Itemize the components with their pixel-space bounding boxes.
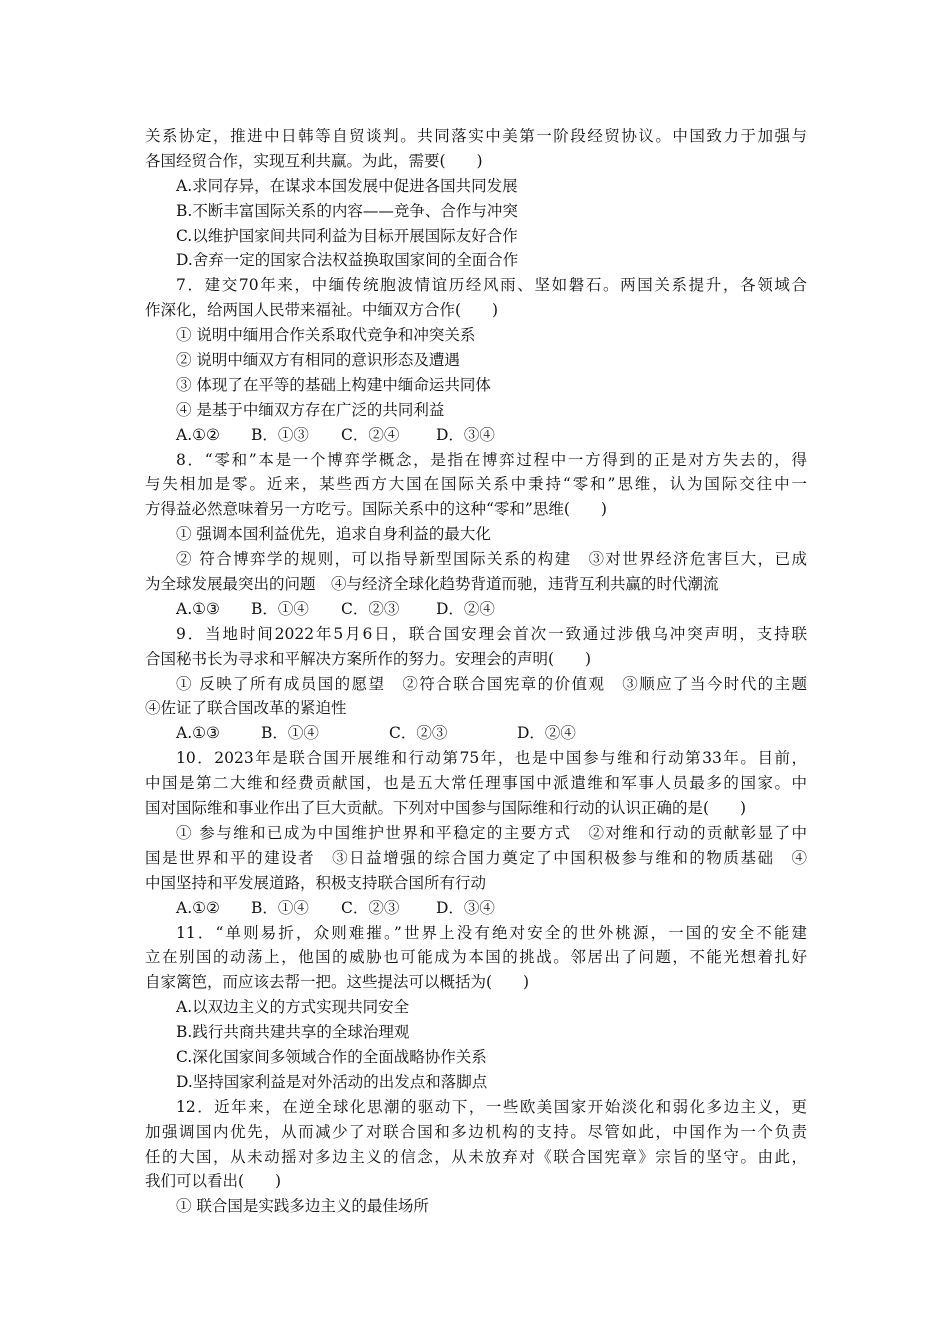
statement-item: ② 符合博弈学的规则，可以指导新型国际关系的构建 ③对世界经济危害巨大，已成 [176, 550, 807, 569]
question-stem-line: 自家篱笆，而应该去帮一把。这些提法可以概括为( ) [145, 973, 530, 992]
question-6 [145, 124, 807, 273]
question-stem-line: 加强调国内优先，从而减少了对联合国和多边机构的支持。尽管如此，中国作为一个负责 [145, 1122, 807, 1141]
statement-item: 国是世界和平的建设者 ③日益增强的综合国力奠定了中国积极参与维和的物质基础 ④ [145, 848, 807, 867]
choice-a: A.①② [176, 898, 220, 917]
choice-b: B．①④ [251, 599, 309, 618]
statement-item: ① 联合国是实践多边主义的最佳场所 [176, 1197, 429, 1216]
question-stem-line: 作深化，给两国人民带来福祉。中缅双方合作( ) [145, 301, 499, 320]
choice-c: C．②④ [341, 425, 400, 444]
option-a: A.求同存异，在谋求本国发展中促进各国共同发展 [176, 176, 518, 195]
question-stem-line: 7．建交70年来，中缅传统胞波情谊历经风雨、坚如磐石。两国关系提升，各领域合 [176, 276, 807, 295]
document-page [145, 124, 807, 1219]
question-stem-line: 国对国际维和事业作出了巨大贡献。下列对中国参与国际维和行动的认识正确的是( ) [145, 799, 747, 818]
choice-a: A.①② [176, 425, 220, 444]
choice-a: A.①③ [176, 724, 220, 743]
question-stem-line: 立在别国的动荡上，他国的威胁也可能成为本国的挑战。邻居出了问题，不能光想着扎好 [145, 948, 807, 967]
question-stem-line: 方得益必然意味着另一方吃亏。国际关系中的这种“零和”思维( ) [145, 500, 607, 519]
option-a: A.以双边主义的方式实现共同安全 [176, 998, 410, 1017]
statement-item: ① 反映了所有成员国的愿望 ②符合联合国宪章的价值观 ③顺应了当今时代的主题 [176, 674, 807, 693]
choice-c: C．②③ [341, 599, 400, 618]
option-b: B.践行共商共建共享的全球治理观 [176, 1023, 410, 1042]
question-stem-line: 任的大国，从未动摇对多边主义的信念，从未放弃对《联合国宪章》宗旨的坚守。由此， [145, 1147, 807, 1166]
question-stem-line: 9．当地时间2022年5月6日，联合国安理会首次一致通过涉俄乌冲突声明，支持联 [176, 624, 807, 643]
choice-b: B．①④ [251, 898, 309, 917]
question-stem-line: 8．“零和”本是一个博弈学概念，是指在博弈过程中一方得到的正是对方失去的，得 [176, 450, 807, 469]
question-10 [145, 746, 807, 920]
option-d: D.坚持国家利益是对外活动的出发点和落脚点 [176, 1072, 488, 1091]
choice-b: B．①④ [261, 724, 319, 743]
question-9 [145, 622, 807, 746]
statement-item: ④佐证了联合国改革的紧迫性 [145, 699, 347, 718]
choice-d: D．③④ [436, 425, 495, 444]
statement-item: ① 说明中缅用合作关系取代竞争和冲突关系 [176, 326, 476, 345]
statement-item: ③ 体现了在平等的基础上构建中缅命运共同体 [176, 375, 491, 394]
choice-c: C．②③ [389, 724, 448, 743]
choice-d: D．②④ [517, 724, 576, 743]
option-c: C.以维护国家间共同利益为目标开展国际友好合作 [176, 226, 518, 245]
question-stem-line: 各国经贸合作，实现互利共赢。为此，需要( ) [145, 151, 483, 170]
choice-b: B．①③ [251, 425, 309, 444]
question-stem-line: 12．近年来，在逆全球化思潮的驱动下，一些欧美国家开始淡化和弱化多边主义，更 [176, 1097, 807, 1116]
statement-item: ④ 是基于中缅双方存在广泛的共同利益 [176, 400, 445, 419]
statement-item: ① 参与维和已成为中国维护世界和平稳定的主要方式 ②对维和行动的贡献彰显了中 [176, 823, 807, 842]
question-stem-line: 与失相加是零。近来，某些西方大国在国际关系中秉持“零和”思维，认为国际交往中一 [145, 475, 807, 494]
question-stem-line: 10．2023年是联合国开展维和行动第75年，也是中国参与维和行动第33年。目前， [176, 749, 807, 768]
question-stem-line: 我们可以看出( ) [145, 1172, 282, 1191]
option-c: C.深化国家间多领域合作的全面战略协作关系 [176, 1047, 487, 1066]
choice-c: C．②③ [341, 898, 400, 917]
answer-choices [145, 721, 807, 746]
question-7 [145, 273, 807, 447]
choice-d: D．②④ [436, 599, 495, 618]
question-stem-line: 中国是第二大维和经费贡献国，也是五大常任理事国中派遣维和军事人员最多的国家。中 [145, 774, 807, 793]
answer-choices [145, 423, 807, 448]
question-11 [145, 921, 807, 1095]
question-stem-line: 11．“单则易折，众则难摧。”世界上没有绝对安全的世外桃源，一国的安全不能建 [176, 923, 807, 942]
question-stem-line: 合国秘书长为寻求和平解决方案所作的努力。安理会的声明( ) [145, 649, 592, 668]
choice-a: A.①③ [176, 599, 220, 618]
question-stem-line: 关系协定，推进中日韩等自贸谈判。共同落实中美第一阶段经贸协议。中国致力于加强与 [145, 127, 807, 145]
option-b: B.不断丰富国际关系的内容——竞争、合作与冲突 [176, 201, 518, 220]
statement-item: 为全球发展最突出的问题 ④与经济全球化趋势背道而驰，违背互利共赢的时代潮流 [145, 575, 719, 594]
answer-choices [145, 597, 807, 622]
statement-item: 中国坚持和平发展道路，积极支持联合国所有行动 [145, 873, 487, 892]
choice-d: D．③④ [436, 898, 495, 917]
statement-item: ① 强调本国利益优先，追求自身利益的最大化 [176, 525, 491, 544]
answer-choices [145, 896, 807, 921]
question-8 [145, 448, 807, 622]
statement-item: ② 说明中缅双方有相同的意识形态及遭遇 [176, 351, 460, 370]
option-d: D.舍弃一定的国家合法权益换取国家间的全面合作 [176, 251, 519, 270]
question-12 [145, 1095, 807, 1219]
